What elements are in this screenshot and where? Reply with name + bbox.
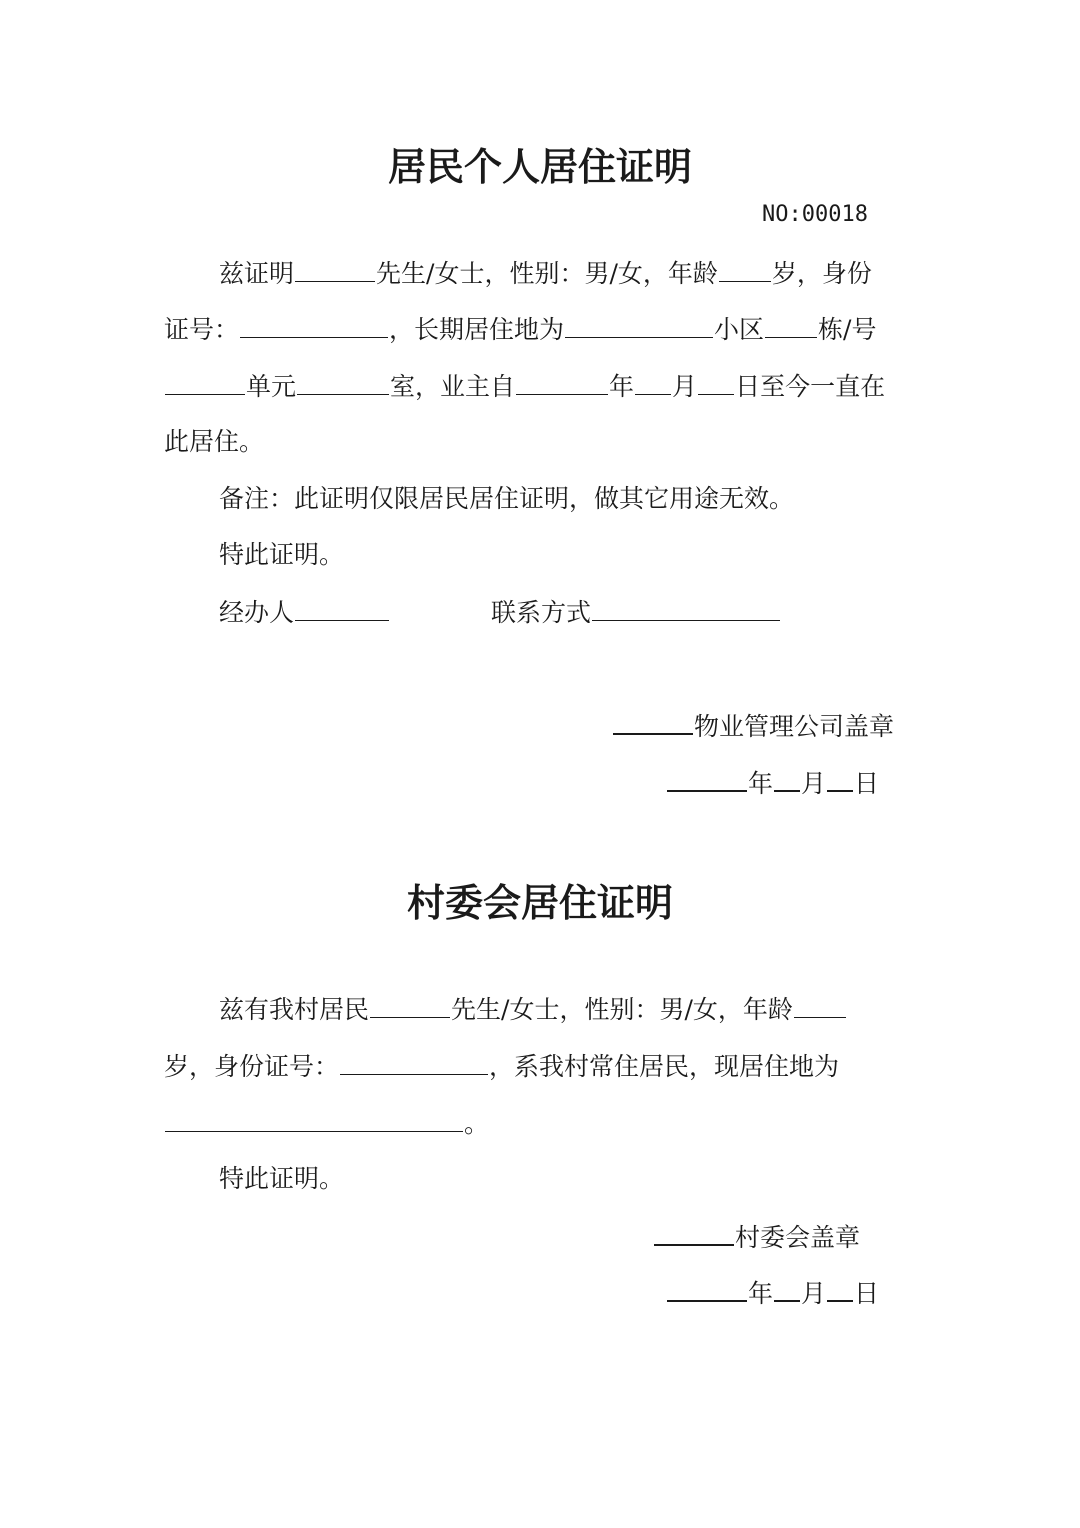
since-month-blank[interactable] — [635, 370, 671, 395]
name-blank[interactable] — [295, 257, 375, 282]
handler-blank[interactable] — [295, 596, 389, 621]
residence-address-blank[interactable] — [165, 1107, 463, 1132]
doc1-month-blank[interactable] — [774, 766, 800, 792]
doc2-day-label: 日 — [854, 1279, 880, 1308]
contact-row — [491, 596, 781, 629]
village-seal-label: 村委会盖章 — [735, 1223, 861, 1252]
doc1-title: 居民个人居住证明 — [387, 145, 692, 189]
doc1-p2-text-c: 小区 — [714, 315, 765, 344]
id-number-blank[interactable] — [240, 313, 388, 338]
doc1-paragraph-line-4: 此居住。 — [164, 427, 265, 456]
handler-label: 经办人 — [219, 598, 295, 627]
doc1-closing: 特此证明。 — [219, 540, 345, 569]
doc2-p3-period: 。 — [464, 1109, 490, 1138]
property-seal-row — [612, 709, 894, 743]
doc2-p2-text-b: ，系我村常住居民，现居住地为 — [489, 1052, 840, 1081]
since-day-blank[interactable] — [698, 370, 734, 395]
doc2-p1-text-a: 兹有我村居民 — [219, 995, 370, 1024]
serial-number: NO:00018 — [762, 202, 868, 227]
doc1-p1-text-c: 岁，身份 — [771, 259, 872, 288]
doc1-p2-text-a: 证号： — [164, 315, 240, 344]
doc1-p3-text-b: 室，业主自 — [390, 372, 516, 401]
village-seal-row — [653, 1220, 860, 1254]
doc2-paragraph-line-2 — [164, 1050, 839, 1083]
handler-row — [219, 596, 390, 629]
contact-blank[interactable] — [592, 596, 780, 621]
doc1-day-label: 日 — [854, 769, 880, 798]
contact-label: 联系方式 — [491, 598, 592, 627]
doc1-p2-text-b: ，长期居住地为 — [389, 315, 565, 344]
doc1-note: 备注：此证明仅限居民居住证明，做其它用途无效。 — [219, 484, 795, 513]
doc2-p2-text-a: 岁，身份证号： — [164, 1052, 340, 1081]
villager-name-blank[interactable] — [370, 993, 450, 1018]
doc1-p3-text-c: 年 — [609, 372, 635, 401]
doc2-year-label: 年 — [748, 1279, 774, 1308]
doc1-p3-text-d: 月 — [672, 372, 698, 401]
doc1-paragraph-line-2 — [164, 313, 876, 346]
doc1-month-label: 月 — [801, 769, 827, 798]
since-year-blank[interactable] — [516, 370, 608, 395]
property-seal-blank[interactable] — [613, 709, 693, 735]
doc1-year-blank[interactable] — [667, 766, 747, 792]
villager-id-blank[interactable] — [340, 1050, 488, 1075]
village-seal-blank[interactable] — [654, 1220, 734, 1246]
doc2-p1-text-b: 先生/女士，性别：男/女，年龄 — [451, 995, 793, 1024]
doc2-closing: 特此证明。 — [219, 1164, 345, 1193]
doc1-year-label: 年 — [748, 769, 774, 798]
doc2-year-blank[interactable] — [667, 1276, 747, 1302]
doc1-p3-text-a: 单元 — [246, 372, 297, 401]
doc2-month-label: 月 — [801, 1279, 827, 1308]
doc1-p1-text-b: 先生/女士，性别：男/女，年龄 — [376, 259, 718, 288]
doc1-day-blank[interactable] — [827, 766, 853, 792]
doc1-p3-text-e: 日至今一直在 — [735, 372, 886, 401]
doc1-p2-text-d: 栋/号 — [818, 315, 877, 344]
villager-age-blank[interactable] — [794, 993, 846, 1018]
doc1-p1-text-a: 兹证明 — [219, 259, 295, 288]
doc1-date-row — [666, 766, 879, 800]
unit-blank[interactable] — [165, 370, 245, 395]
age-blank[interactable] — [719, 257, 771, 282]
doc2-day-blank[interactable] — [827, 1276, 853, 1302]
doc2-month-blank[interactable] — [774, 1276, 800, 1302]
community-blank[interactable] — [565, 313, 713, 338]
doc1-paragraph-line-3 — [164, 370, 885, 403]
room-blank[interactable] — [297, 370, 389, 395]
building-blank[interactable] — [765, 313, 817, 338]
doc2-date-row — [666, 1276, 879, 1310]
doc2-paragraph-line-1 — [219, 993, 847, 1026]
property-seal-label: 物业管理公司盖章 — [694, 712, 895, 741]
doc1-paragraph-line-1 — [219, 257, 872, 290]
doc2-title: 村委会居住证明 — [406, 881, 673, 925]
doc2-paragraph-line-3 — [164, 1107, 489, 1140]
